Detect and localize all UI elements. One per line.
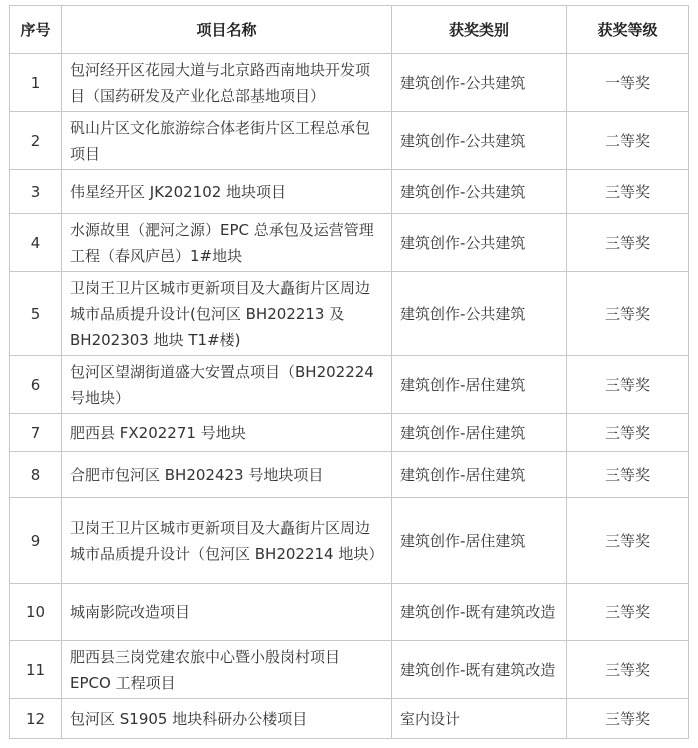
award-category: 建筑创作-居住建筑 — [392, 452, 567, 498]
row-number: 1 — [10, 54, 62, 112]
row-number: 12 — [10, 699, 62, 739]
award-category: 建筑创作-公共建筑 — [392, 54, 567, 112]
table-row — [10, 112, 689, 170]
table-row — [10, 272, 689, 356]
header-name: 项目名称 — [62, 6, 392, 54]
award-level: 三等奖 — [567, 452, 689, 498]
project-name: 矾山片区文化旅游综合体老街片区工程总承包项目 — [62, 112, 392, 170]
award-level: 三等奖 — [567, 498, 689, 584]
table-row — [10, 498, 689, 584]
project-name: 卫岗王卫片区城市更新项目及大矗街片区周边城市品质提升设计（包河区 BH202214 地块） — [62, 498, 392, 584]
award-category: 建筑创作-公共建筑 — [392, 272, 567, 356]
project-name: 伟星经开区 JK202102 地块项目 — [62, 170, 392, 214]
table-row — [10, 414, 689, 452]
row-number: 7 — [10, 414, 62, 452]
award-table — [9, 5, 689, 739]
header-level: 获奖等级 — [567, 6, 689, 54]
table-row — [10, 170, 689, 214]
row-number: 4 — [10, 214, 62, 272]
award-category: 建筑创作-公共建筑 — [392, 170, 567, 214]
table-row — [10, 356, 689, 414]
row-number: 9 — [10, 498, 62, 584]
row-number: 10 — [10, 584, 62, 641]
row-number: 2 — [10, 112, 62, 170]
award-level: 三等奖 — [567, 414, 689, 452]
table-row — [10, 584, 689, 641]
row-number: 11 — [10, 641, 62, 699]
header-row — [10, 6, 689, 54]
award-category: 建筑创作-公共建筑 — [392, 112, 567, 170]
award-level: 二等奖 — [567, 112, 689, 170]
project-name: 城南影院改造项目 — [62, 584, 392, 641]
table-row — [10, 641, 689, 699]
header-no: 序号 — [10, 6, 62, 54]
award-category: 建筑创作-居住建筑 — [392, 498, 567, 584]
project-name: 包河经开区花园大道与北京路西南地块开发项目（国药研发及产业化总部基地项目） — [62, 54, 392, 112]
header-category: 获奖类别 — [392, 6, 567, 54]
project-name: 卫岗王卫片区城市更新项目及大矗街片区周边城市品质提升设计(包河区 BH202213 及 BH202303 地块 T1#楼) — [62, 272, 392, 356]
award-category: 建筑创作-居住建筑 — [392, 356, 567, 414]
table-row — [10, 452, 689, 498]
award-level: 一等奖 — [567, 54, 689, 112]
project-name: 肥西县 FX202271 号地块 — [62, 414, 392, 452]
award-level: 三等奖 — [567, 170, 689, 214]
award-category: 室内设计 — [392, 699, 567, 739]
project-name: 包河区 S1905 地块科研办公楼项目 — [62, 699, 392, 739]
award-level: 三等奖 — [567, 699, 689, 739]
project-name: 包河区望湖街道盛大安置点项目（BH202224 号地块） — [62, 356, 392, 414]
award-category: 建筑创作-既有建筑改造 — [392, 584, 567, 641]
table-row — [10, 214, 689, 272]
award-category: 建筑创作-居住建筑 — [392, 414, 567, 452]
award-level: 三等奖 — [567, 272, 689, 356]
row-number: 6 — [10, 356, 62, 414]
project-name: 肥西县三岗党建农旅中心暨小殷岗村项目 EPCO 工程项目 — [62, 641, 392, 699]
row-number: 3 — [10, 170, 62, 214]
award-category: 建筑创作-公共建筑 — [392, 214, 567, 272]
table-row — [10, 54, 689, 112]
row-number: 5 — [10, 272, 62, 356]
award-level: 三等奖 — [567, 641, 689, 699]
award-level: 三等奖 — [567, 214, 689, 272]
project-name: 水源故里（淝河之源）EPC 总承包及运营管理工程（春风庐邑）1#地块 — [62, 214, 392, 272]
project-name: 合肥市包河区 BH202423 号地块项目 — [62, 452, 392, 498]
award-category: 建筑创作-既有建筑改造 — [392, 641, 567, 699]
award-level: 三等奖 — [567, 356, 689, 414]
row-number: 8 — [10, 452, 62, 498]
award-level: 三等奖 — [567, 584, 689, 641]
table-row — [10, 699, 689, 739]
